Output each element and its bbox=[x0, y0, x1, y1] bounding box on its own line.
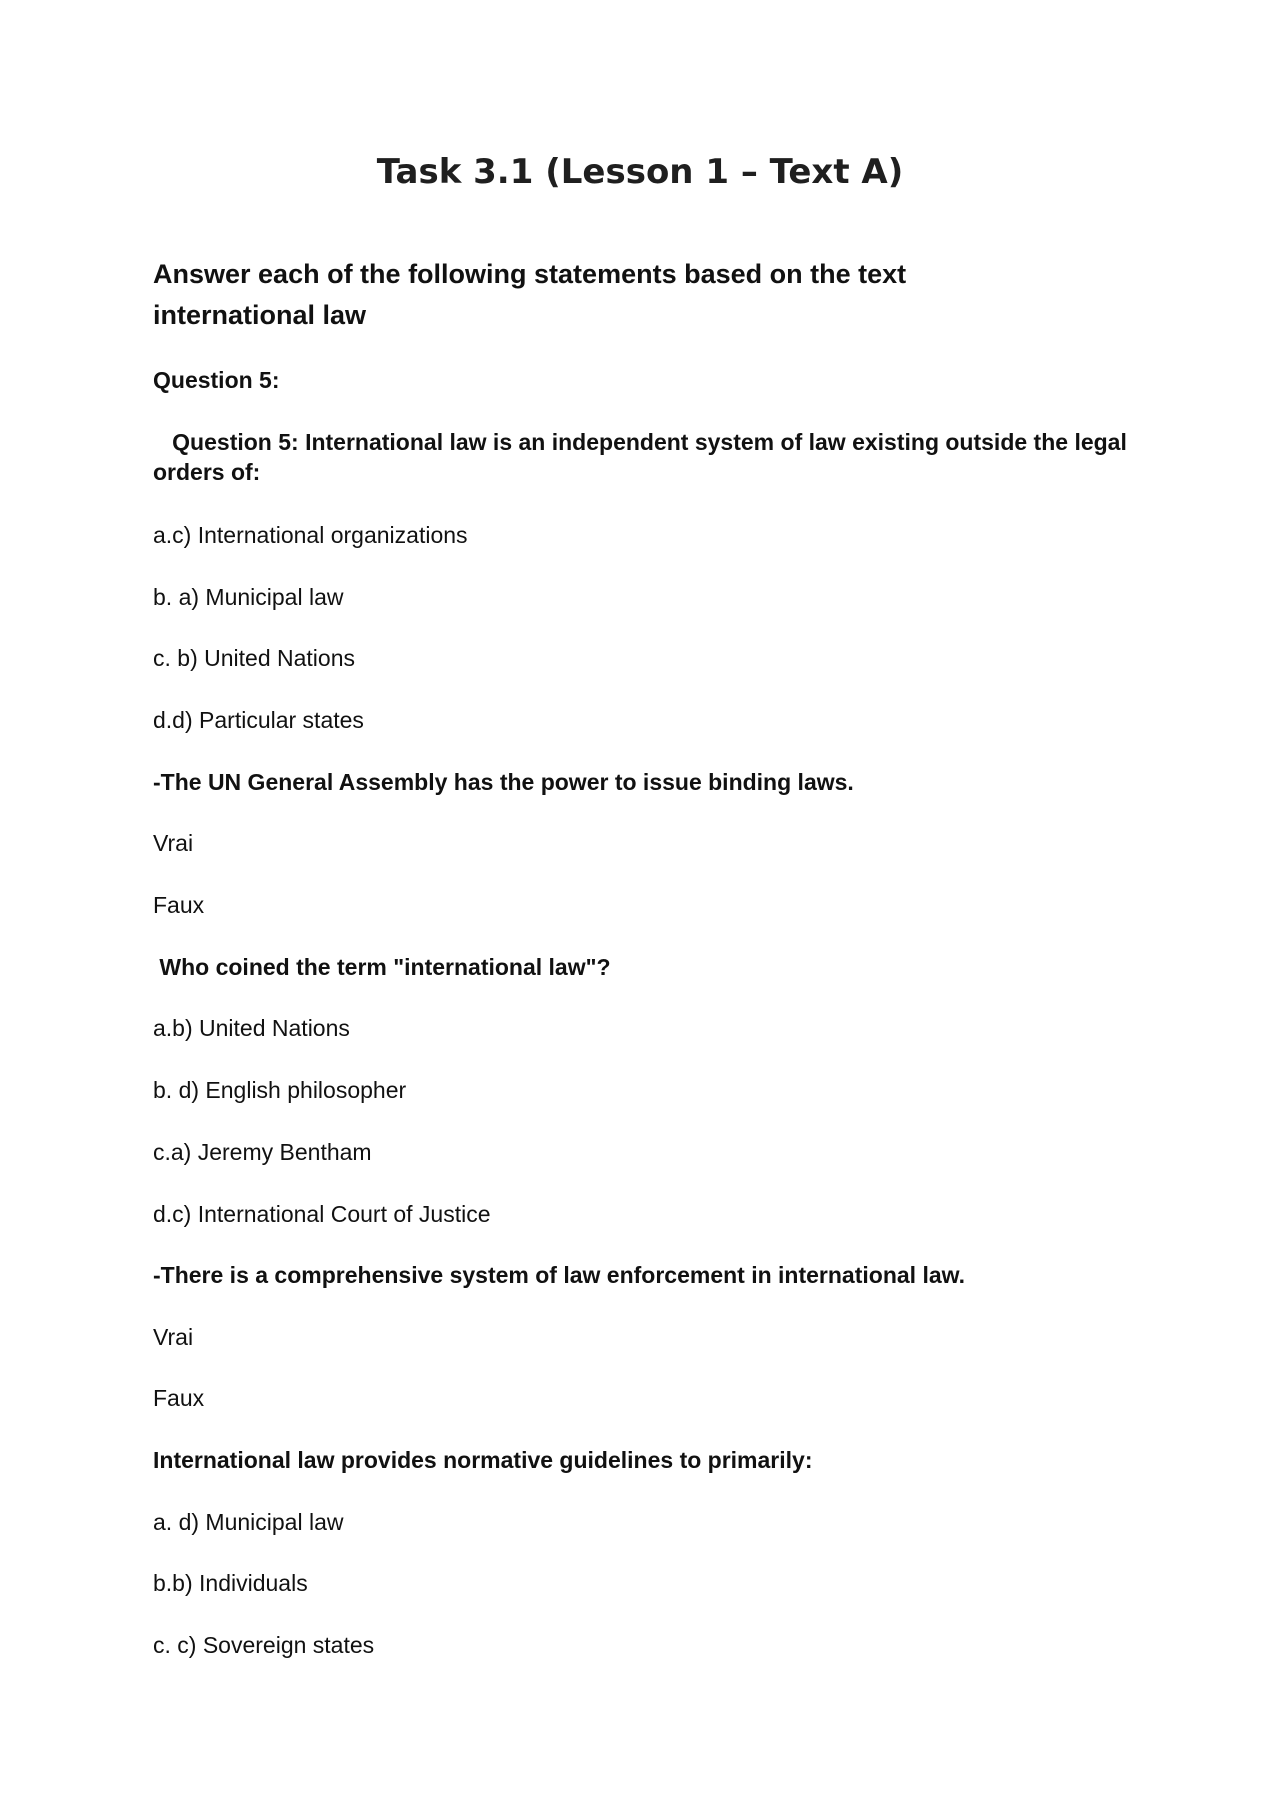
section-label: Question 5: bbox=[153, 367, 280, 393]
question-4-prompt: -There is a comprehensive system of law enforcement in international law. bbox=[153, 1262, 966, 1288]
question-5-option-b: b.b) Individuals bbox=[153, 1570, 308, 1596]
question-1-option-d: d.d) Particular states bbox=[153, 707, 364, 733]
question-5-prompt: International law provides normative guidelines to primarily: bbox=[153, 1447, 813, 1473]
question-2-option-false: Faux bbox=[153, 892, 205, 918]
question-3-option-b: b. d) English philosopher bbox=[153, 1077, 407, 1103]
question-4-option-true: Vrai bbox=[153, 1324, 194, 1350]
question-2-prompt: -The UN General Assembly has the power to issue binding laws. bbox=[153, 769, 854, 795]
question-5-option-a: a. d) Municipal law bbox=[153, 1509, 344, 1535]
question-3-prompt: Who coined the term "international law"? bbox=[153, 954, 611, 980]
question-3-option-d: d.c) International Court of Justice bbox=[153, 1201, 491, 1227]
question-2-option-true: Vrai bbox=[153, 830, 194, 856]
question-5-option-c: c. c) Sovereign states bbox=[153, 1632, 375, 1658]
question-1-option-b: b. a) Municipal law bbox=[153, 584, 344, 610]
question-3-option-a: a.b) United Nations bbox=[153, 1015, 350, 1041]
question-1-option-c: c. b) United Nations bbox=[153, 645, 355, 671]
question-4-option-false: Faux bbox=[153, 1385, 205, 1411]
question-3-option-c: c.a) Jeremy Bentham bbox=[153, 1139, 372, 1165]
question-1-option-a: a.c) International organizations bbox=[153, 522, 468, 548]
instructions: Answer each of the following statements based on the text international law bbox=[153, 259, 907, 330]
document-title: Task 3.1 (Lesson 1 – Text A) bbox=[376, 152, 904, 192]
question-1-prompt: Question 5: International law is an independent system of law existing outside the legal orders of: bbox=[153, 429, 1134, 485]
